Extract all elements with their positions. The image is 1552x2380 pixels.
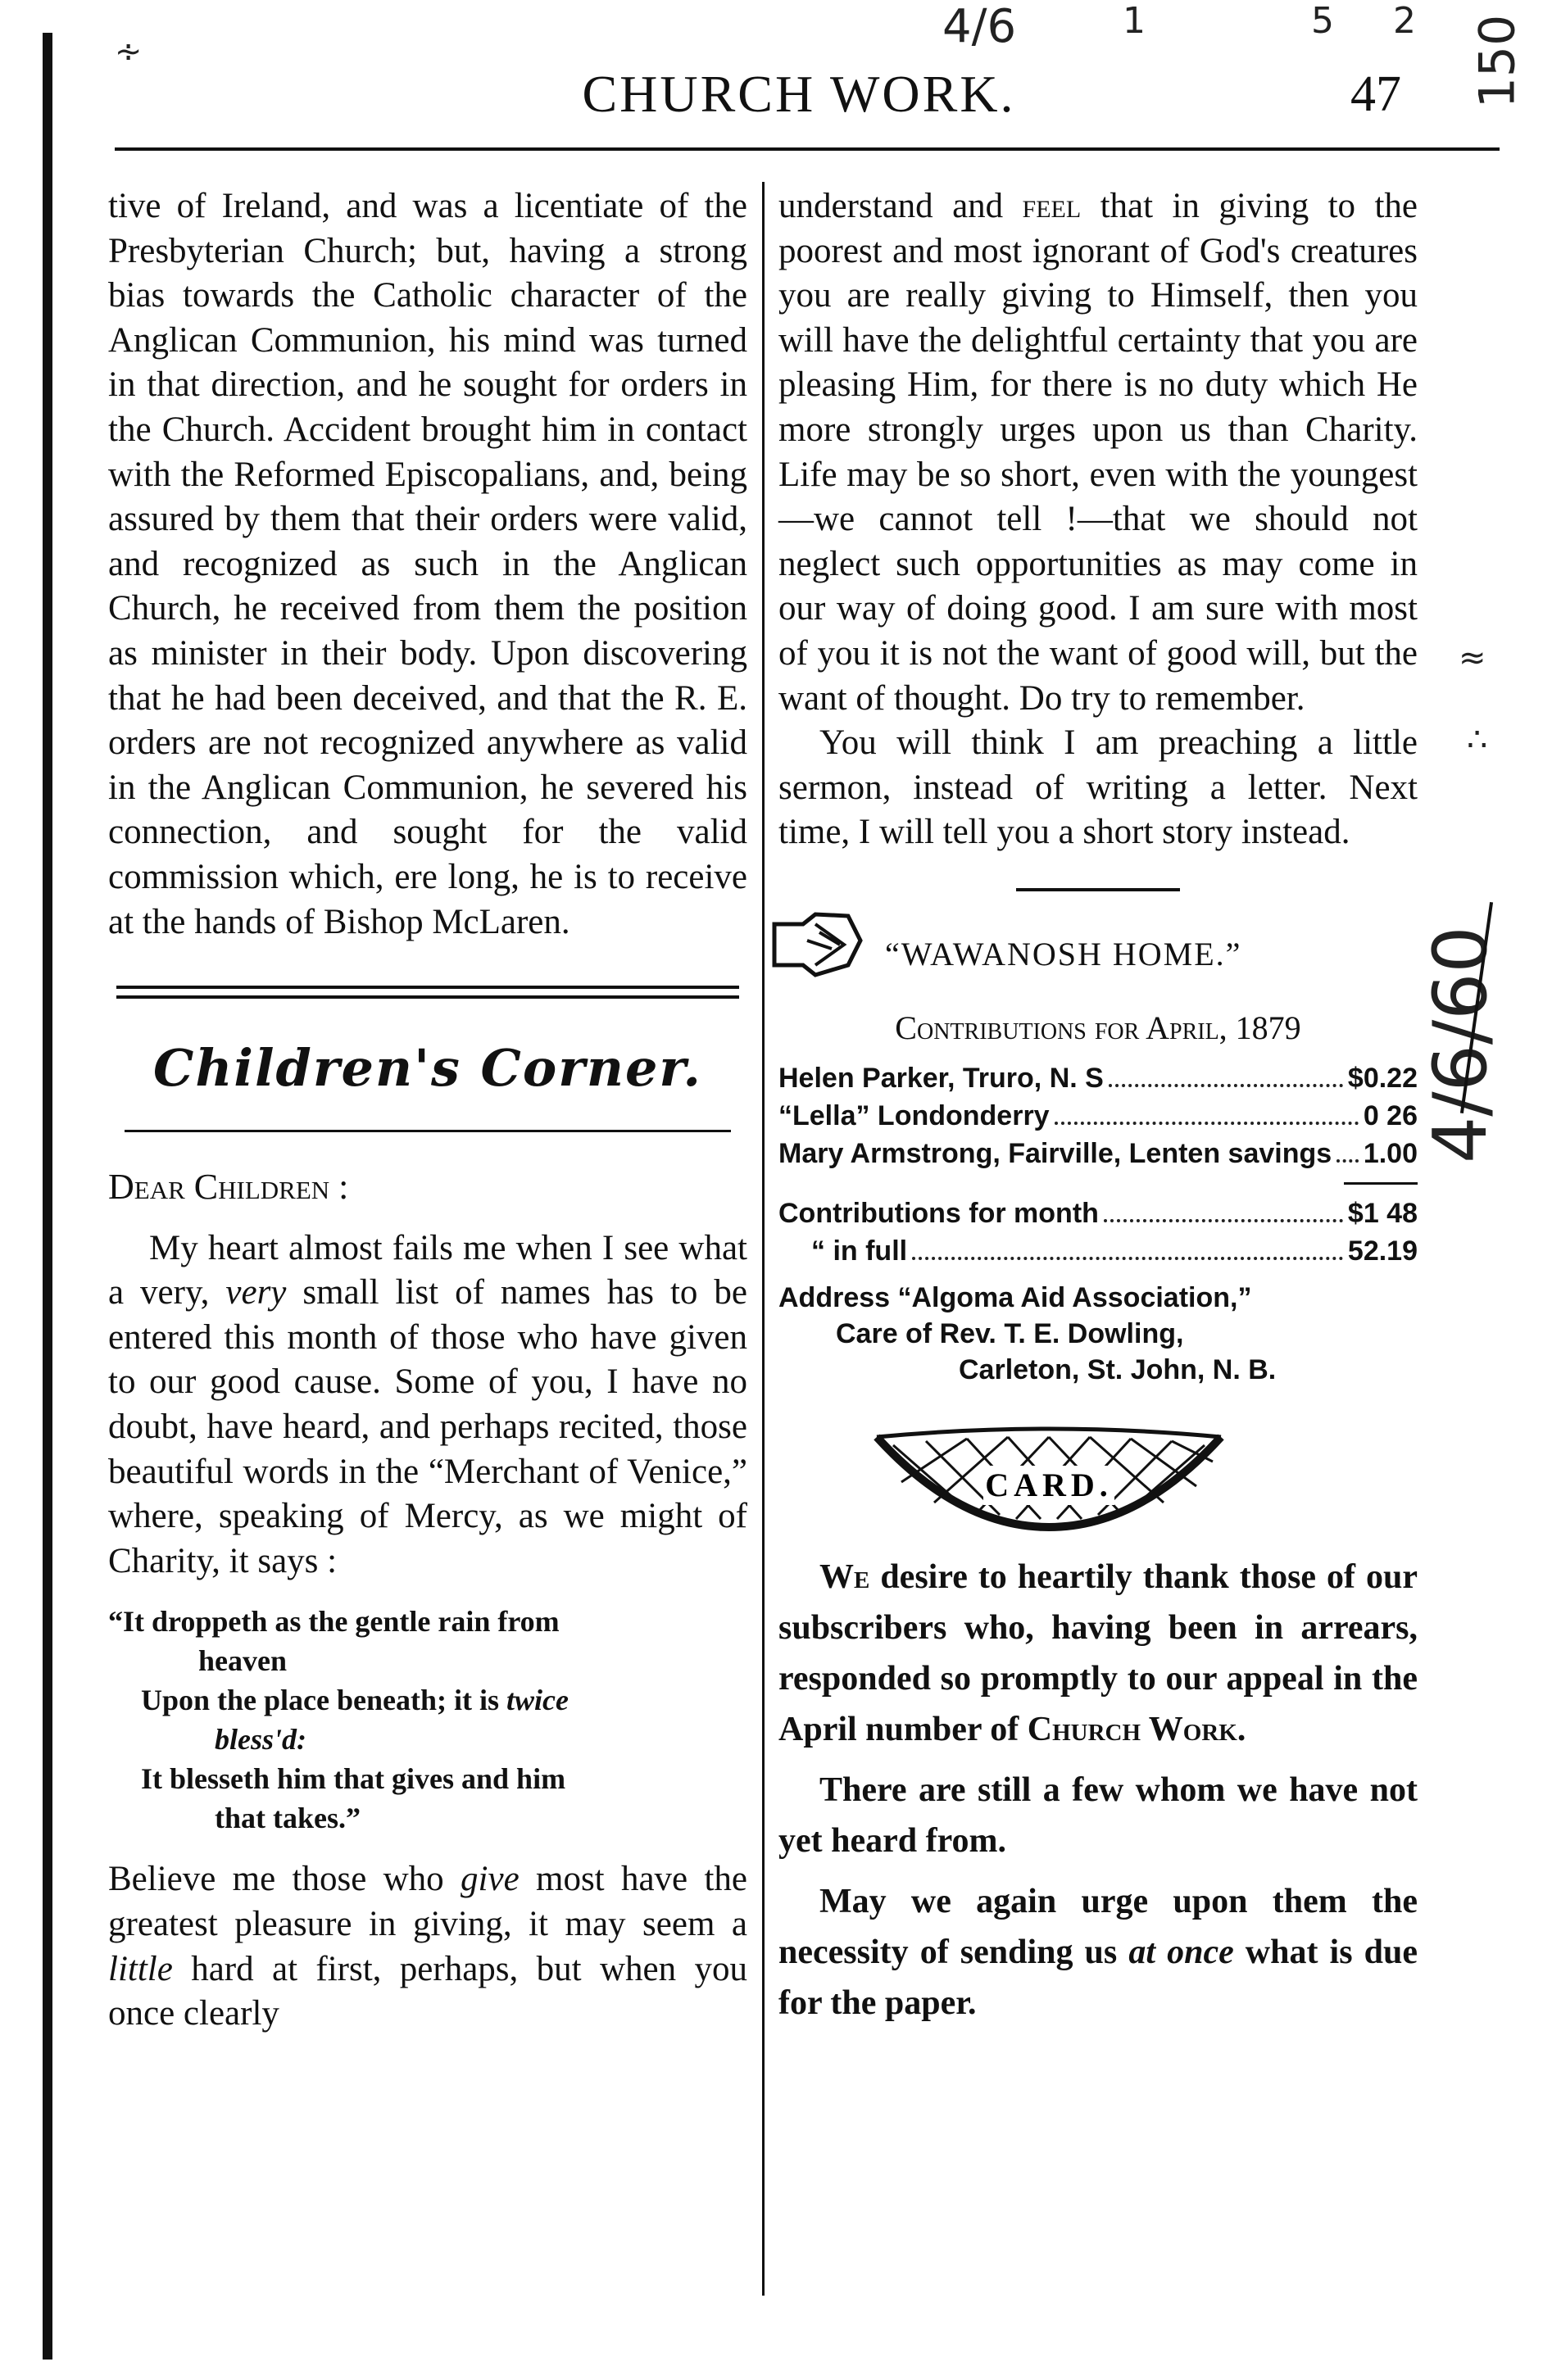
poem-line: that takes.” bbox=[215, 1802, 361, 1835]
poem-line: It blesseth him that gives and him bbox=[141, 1762, 566, 1796]
letter-paragraph: Believe me those who give most have the greatest pleasure in giving, it may seem a little hard at first, perhaps, but when you once clearly bbox=[108, 1860, 747, 2033]
pencil-scribble-note: 5 bbox=[1311, 0, 1334, 42]
pointing-hand-icon bbox=[770, 908, 869, 981]
margin-note: 4/6/60 bbox=[1418, 926, 1504, 1163]
address-line: Care of Rev. T. E. Dowling, bbox=[836, 1317, 1184, 1349]
article-paragraph: tive of Ireland, and was a licentiate of the Presbyterian Church; but, having a strong bias towards the Catholic character of the Anglican Communion, his mind was turned in that direction, and he sought for orders in the Church. Accident brought him in contact with the Reformed Episcopalians, and, being assured by them that their orders were valid, and recognized as such in the Anglican Church, he received from them the position as minister in their body. Upon discovering that he had been deceived, and that the R. E. orders are not recognized anywhere as valid in the Anglican Communion, he severed his connection, and sought for the valid commission which, ere long, he is to receive at the hands of Bishop McLaren. bbox=[108, 187, 747, 941]
section-rule bbox=[116, 986, 739, 999]
total-row: “ in full 52.19 bbox=[778, 1232, 1418, 1270]
section-rule bbox=[125, 1130, 731, 1132]
section-heading: Children's Corner. bbox=[153, 1038, 702, 1099]
total-row: Contributions for month $1 48 bbox=[778, 1195, 1418, 1232]
header-rule bbox=[115, 147, 1500, 151]
page-header bbox=[66, 57, 1532, 147]
pencil-scribble: ∻ bbox=[115, 33, 143, 70]
poem-line: “It droppeth as the gentle rain from bbox=[108, 1605, 560, 1639]
wawanosh-header bbox=[778, 908, 1418, 990]
poem-quote bbox=[108, 1603, 747, 1836]
salutation: Dear Children : bbox=[108, 1167, 349, 1208]
address-block bbox=[778, 1280, 1418, 1388]
letter-paragraph: You will think I am preaching a little sermon, instead of writing a letter. Next time, I will tell you a short story instead. bbox=[778, 723, 1418, 852]
section-rule bbox=[1016, 888, 1180, 891]
page-number: 47 bbox=[1350, 66, 1401, 122]
margin-note: 150 bbox=[1468, 14, 1527, 109]
card-paragraph: May we again urge upon them the necessity of sending us at once what is due for the paper. bbox=[778, 1882, 1418, 2022]
letter-paragraph: understand and feel that in giving to the poorest and most ignorant of God's creatures you are really giving to Himself, then you will have the delightful certainty that you are pleasing Him, for there is no duty which He more strongly urges upon us than Charity. Life may be so short, even with the youngest —we cannot tell !—that we should not neglect such opportunities as may come in our way of doing good. I am sure with most of you it is not the want of good will, but the want of thought. Do try to remember. bbox=[778, 187, 1418, 718]
address-line: Carleton, St. John, N. B. bbox=[959, 1353, 1277, 1385]
contributions-list bbox=[778, 1059, 1418, 1270]
pencil-scribble: ≈ bbox=[1459, 639, 1486, 677]
poem-line: heaven bbox=[198, 1644, 287, 1678]
card-paragraph: There are still a few whom we have not yet heard from. bbox=[778, 1770, 1418, 1860]
card-label: CARD. bbox=[985, 1466, 1113, 1503]
left-column bbox=[108, 184, 747, 2037]
pencil-scribble-note: 2 bbox=[1393, 0, 1416, 42]
right-column bbox=[778, 184, 1418, 2029]
left-binding-rule bbox=[43, 33, 52, 2360]
card-notice bbox=[778, 1552, 1418, 2029]
contribution-row: Mary Armstrong, Fairville, Lenten savings 1.00 bbox=[778, 1135, 1418, 1172]
poem-line: Upon the place beneath; it is twice bbox=[141, 1684, 569, 1717]
poem-line: bless'd: bbox=[215, 1723, 306, 1757]
pencil-scribble-note: 4/6 bbox=[942, 0, 1017, 53]
totals-rule bbox=[1344, 1182, 1418, 1185]
pencil-scribble: ∴ bbox=[1467, 721, 1488, 759]
column-divider bbox=[762, 182, 765, 2296]
pencil-scribble-note: 1 bbox=[1123, 0, 1146, 42]
card-ornament bbox=[860, 1404, 1237, 1535]
home-title: “WAWANOSH HOME.” bbox=[885, 935, 1242, 972]
page-title: CHURCH WORK. bbox=[582, 65, 1016, 123]
letter-paragraph: My heart almost fails me when I see what a very, very small list of names has to be entered this month of those who have given to our good cause. Some of you, I have no doubt, have heard, and perhaps recited, those beautiful words in the “Merchant of Venice,” where, speaking of Mercy, as we might of Charity, it says : bbox=[108, 1228, 747, 1580]
card-paragraph: We desire to heartily thank those of our subscribers who, having been in arrears, responded so promptly to our appeal in the April number of Church Work. bbox=[778, 1557, 1418, 1748]
contribution-row: “Lella” Londonderry 0 26 bbox=[778, 1097, 1418, 1135]
address-line: Address “Algoma Aid Association,” bbox=[778, 1281, 1252, 1313]
contribution-row: Helen Parker, Truro, N. S $0.22 bbox=[778, 1059, 1418, 1097]
contributions-title: Contributions for April, 1879 bbox=[895, 1009, 1301, 1046]
